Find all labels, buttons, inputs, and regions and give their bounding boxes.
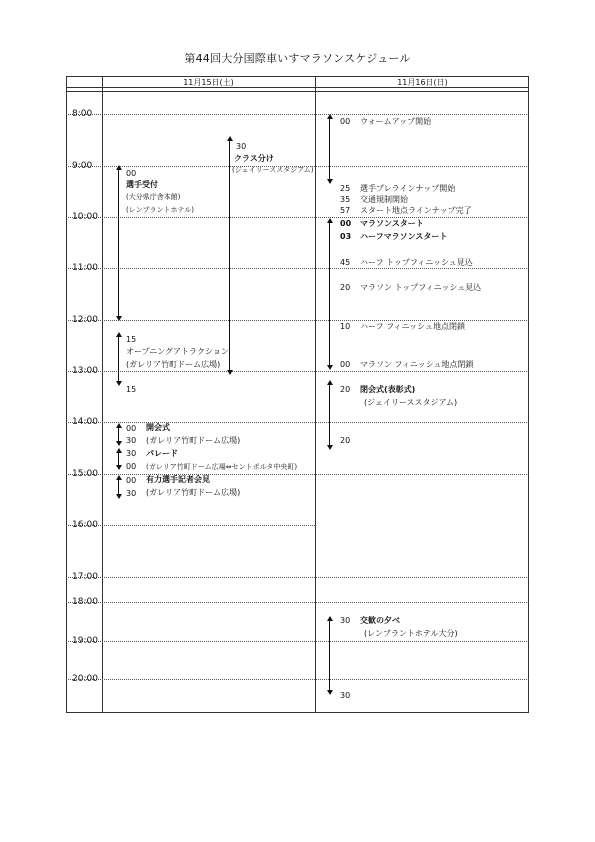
warmup-minute: 00	[340, 117, 351, 126]
press-location: (ガレリア竹町ドーム広場)	[146, 488, 241, 497]
reception-duration-arrow	[118, 169, 119, 317]
warmup-duration-arrow	[329, 118, 330, 180]
party-label: 交歓の夕べ	[360, 616, 400, 625]
hour-line-12	[66, 320, 529, 321]
full-close-label: マラソン フィニッシュ地点閉鎖	[360, 360, 474, 369]
hour-line-11	[66, 268, 529, 269]
press-minute: 00	[126, 476, 137, 485]
reception-label: 選手受付	[126, 180, 158, 189]
press-end-minute: 30	[126, 489, 137, 498]
half-top-minute: 45	[340, 258, 351, 267]
party-location: (レンブラントホテル大分)	[364, 629, 458, 638]
parade-end-minute: 00	[126, 462, 137, 471]
header-divider-2	[66, 91, 529, 92]
warmup-label: ウォームアップ開始	[360, 117, 432, 126]
day2-header: 11月16日(日)	[397, 78, 448, 87]
party-minute: 30	[340, 616, 351, 625]
start-lineup-minute: 57	[340, 206, 351, 215]
marathon-start-label: マラソンスタート	[360, 219, 424, 228]
class-minute: 30	[236, 142, 247, 151]
party-duration-arrow	[329, 620, 330, 691]
closing-location: (ジェイリーススタジアム)	[364, 398, 458, 407]
full-close-minute: 00	[340, 360, 351, 369]
half-start-minute: 03	[340, 232, 352, 241]
press-duration-arrow	[118, 479, 119, 495]
ceremony-end-minute: 30	[126, 436, 137, 445]
race-duration-arrow	[329, 222, 330, 366]
marathon-start-minute: 00	[340, 219, 352, 228]
time-column-divider	[102, 76, 103, 713]
time-label: 8:00	[72, 109, 93, 119]
hour-line-18	[66, 602, 529, 603]
parade-duration-arrow	[118, 452, 119, 466]
parade-minute: 30	[126, 449, 137, 458]
reception-location: (レンブラントホテル)	[126, 206, 194, 214]
hour-line-13	[66, 371, 529, 372]
parade-location: (ガレリア竹町ドーム広場⇔セントポルタ中央町)	[146, 463, 298, 471]
day1-header: 11月15日(土)	[183, 78, 234, 87]
time-label: 17:00	[72, 572, 98, 582]
lineup-label: 選手プレラインナップ開始	[360, 184, 456, 193]
ceremony-location: (ガレリア竹町ドーム広場)	[146, 436, 241, 445]
party-end-minute: 30	[340, 691, 351, 700]
closing-duration-arrow	[329, 384, 330, 446]
time-label: 20:00	[72, 674, 98, 684]
hour-line-16	[66, 525, 315, 526]
time-label: 14:00	[72, 417, 98, 427]
hour-line-8	[66, 114, 529, 115]
time-label: 16:00	[72, 520, 98, 530]
lineup-minute: 25	[340, 184, 351, 193]
closing-minute: 20	[340, 385, 351, 394]
ceremony-label: 開会式	[146, 423, 170, 432]
full-top-minute: 20	[340, 283, 351, 292]
hour-line-15	[66, 474, 529, 475]
time-label: 9:00	[72, 161, 93, 171]
class-location: (ジェイリーススタジアム)	[232, 166, 314, 174]
time-label: 12:00	[72, 315, 98, 325]
hour-line-17	[66, 577, 529, 578]
ceremony-duration-arrow	[118, 427, 119, 442]
closing-label: 閉会式(表彰式)	[360, 385, 416, 394]
reception-minute: 00	[126, 169, 137, 178]
half-close-minute: 10	[340, 322, 351, 331]
time-label: 15:00	[72, 469, 98, 479]
class-duration-arrow	[229, 140, 230, 371]
start-lineup-label: スタート地点ラインナップ完了	[360, 206, 472, 215]
time-label: 13:00	[72, 366, 98, 376]
traffic-minute: 35	[340, 195, 351, 204]
closing-end-minute: 20	[340, 436, 351, 445]
half-top-label: ハーフ トップフィニッシュ見込	[360, 258, 473, 267]
hour-line-20	[66, 679, 529, 680]
time-label: 10:00	[72, 212, 98, 222]
half-close-label: ハーフ フィニッシュ地点閉鎖	[360, 322, 466, 331]
time-label: 18:00	[72, 597, 98, 607]
opening-label: オープニングアトラクション	[126, 347, 229, 356]
full-top-label: マラソン トップフィニッシュ見込	[360, 283, 482, 292]
day-column-divider	[315, 76, 316, 713]
opening-location: (ガレリア竹町ドーム広場)	[126, 360, 221, 369]
time-label: 11:00	[72, 263, 98, 273]
hour-line-10	[66, 217, 529, 218]
parade-label: パレード	[146, 449, 178, 458]
hour-line-19	[66, 641, 529, 642]
opening-minute: 15	[126, 335, 137, 344]
ceremony-minute: 00	[126, 424, 137, 433]
hour-line-14	[66, 422, 529, 423]
half-start-label: ハーフマラソンスタート	[360, 232, 448, 241]
opening-end-minute: 15	[126, 385, 137, 394]
opening-duration-arrow	[118, 336, 119, 382]
traffic-label: 交通規制開始	[360, 195, 408, 204]
press-label: 有力選手記者会見	[146, 475, 210, 484]
time-label: 19:00	[72, 636, 98, 646]
class-label: クラス分け	[234, 154, 274, 163]
reception-location: (大分県庁舎本館)	[126, 193, 181, 201]
page-title: 第44回大分国際車いすマラソンスケジュール	[184, 52, 411, 65]
